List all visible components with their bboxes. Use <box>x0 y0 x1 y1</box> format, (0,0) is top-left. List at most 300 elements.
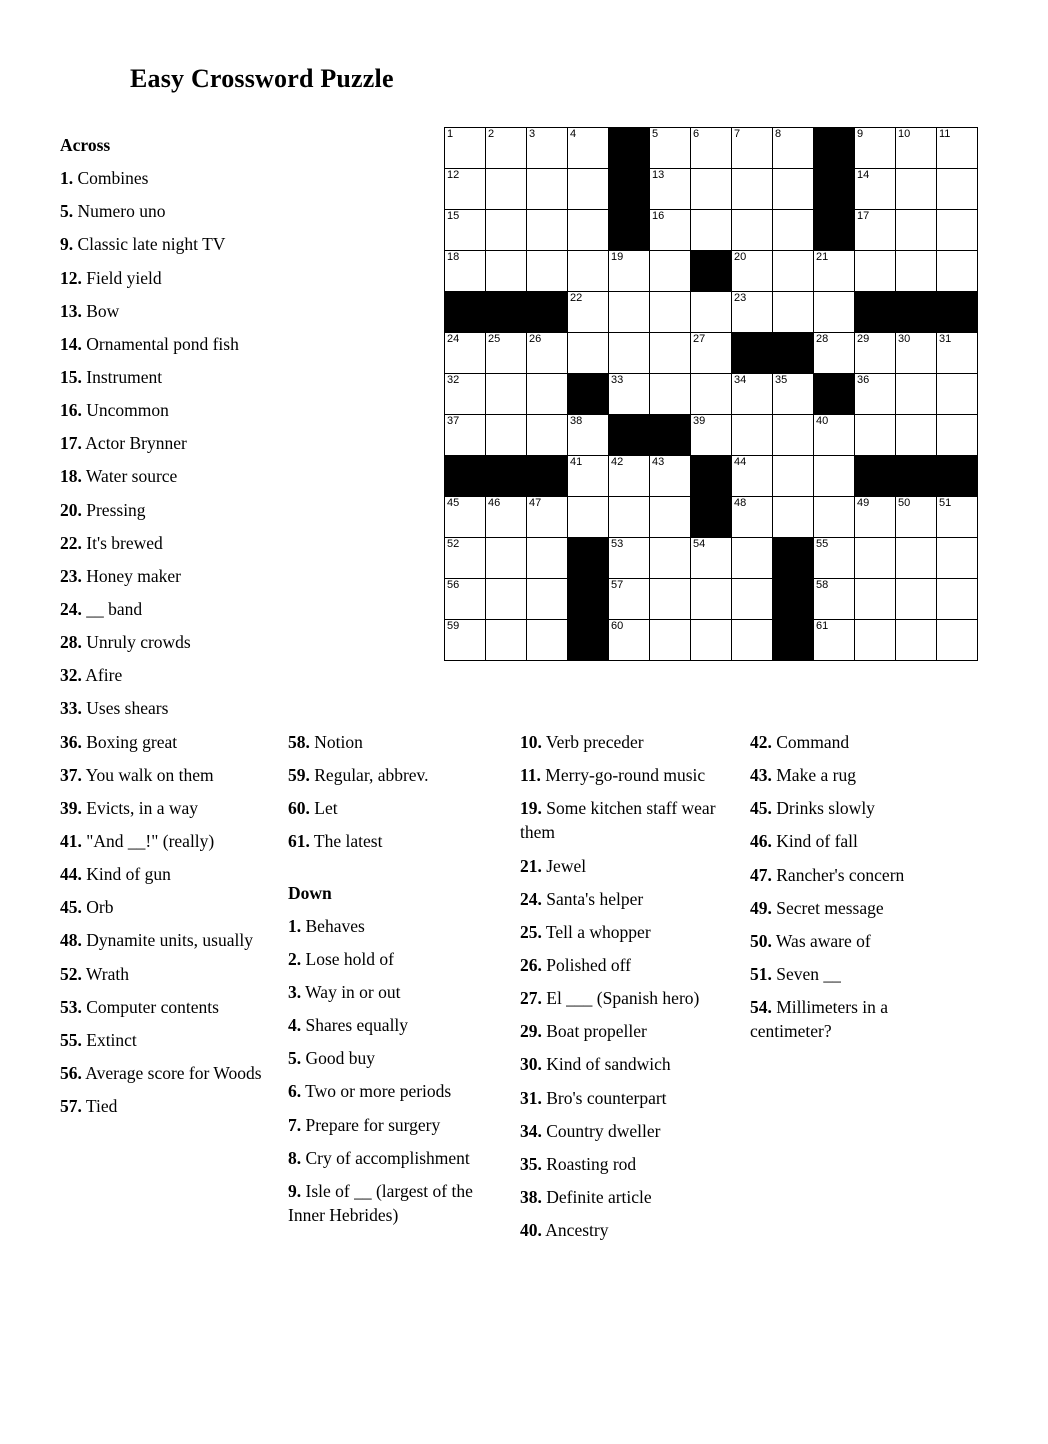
grid-cell[interactable] <box>896 128 937 169</box>
grid-cell[interactable] <box>855 415 896 456</box>
across-clue <box>60 431 275 455</box>
across-clue-text: Boxing great <box>81 731 178 752</box>
grid-cell[interactable] <box>937 333 978 374</box>
grid-cell-block <box>527 456 568 497</box>
down-clue-number: 31. <box>520 1087 542 1108</box>
grid-cell[interactable] <box>527 497 568 538</box>
grid-cell[interactable] <box>609 333 650 374</box>
grid-cell[interactable] <box>486 210 527 251</box>
across-clue-number: 41. <box>60 830 82 851</box>
grid-cell[interactable] <box>814 415 855 456</box>
grid-cell-block <box>445 456 486 497</box>
grid-cell-number: 44 <box>734 456 747 468</box>
grid-cell[interactable] <box>527 333 568 374</box>
down-clue <box>288 914 493 938</box>
across-clue-text: Dynamite units, usually <box>81 930 253 951</box>
across-clue-text: Field yield <box>81 267 162 288</box>
down-clue-number: 10. <box>520 732 542 752</box>
across-clue-number: 5. <box>60 201 74 222</box>
across-clue-text: You walk on them <box>81 764 214 785</box>
grid-cell[interactable] <box>937 210 978 251</box>
grid-cell[interactable] <box>527 415 568 456</box>
grid-cell[interactable] <box>855 374 896 415</box>
grid-cell-number: 17 <box>857 210 870 222</box>
grid-cell-block <box>445 292 486 333</box>
grid-cell[interactable] <box>650 579 691 620</box>
grid-cell[interactable] <box>568 128 609 169</box>
grid-cell[interactable] <box>937 415 978 456</box>
down-clue-text: Rancher's concern <box>771 864 905 885</box>
crossword-grid[interactable] <box>444 127 978 661</box>
across-clue-text: Tied <box>81 1096 118 1117</box>
grid-cell[interactable] <box>773 210 814 251</box>
down-clue <box>750 829 965 853</box>
grid-cell-number: 56 <box>447 579 460 591</box>
across-clue-number: 18. <box>60 466 82 487</box>
grid-cell[interactable] <box>896 497 937 538</box>
grid-cell[interactable] <box>568 210 609 251</box>
grid-cell[interactable] <box>691 415 732 456</box>
grid-cell[interactable] <box>937 538 978 579</box>
grid-row <box>445 579 978 620</box>
across-heading: Across <box>60 135 111 155</box>
grid-cell[interactable] <box>691 620 732 661</box>
grid-cell[interactable] <box>568 169 609 210</box>
down-clue-text: Kind of fall <box>771 831 858 852</box>
grid-cell[interactable] <box>650 497 691 538</box>
down-clue-text: Verb preceder <box>541 732 644 752</box>
grid-cell[interactable] <box>937 374 978 415</box>
across-clue-text: Combines <box>73 168 149 189</box>
grid-cell-number: 37 <box>447 415 460 427</box>
grid-cell-block <box>814 374 855 415</box>
down-clue-text: Santa's helper <box>541 888 644 909</box>
grid-cell[interactable] <box>732 251 773 292</box>
grid-cell[interactable] <box>691 579 732 620</box>
grid-cell[interactable] <box>896 579 937 620</box>
grid-cell[interactable] <box>691 128 732 169</box>
grid-cell-number: 45 <box>447 497 460 509</box>
grid-cell[interactable] <box>568 292 609 333</box>
grid-cell[interactable] <box>773 497 814 538</box>
grid-cell[interactable] <box>773 128 814 169</box>
grid-cell[interactable] <box>937 620 978 661</box>
grid-cell-number: 53 <box>611 538 624 550</box>
down-clue-text: Merry-go-round music <box>540 765 706 786</box>
grid-cell[interactable] <box>732 538 773 579</box>
grid-cell[interactable] <box>773 292 814 333</box>
across-clue-number: 55. <box>60 1029 82 1050</box>
across-clue <box>60 232 275 256</box>
grid-cell-number: 14 <box>857 169 870 181</box>
grid-cell[interactable] <box>527 251 568 292</box>
grid-cell-number: 31 <box>939 333 952 345</box>
grid-cell[interactable] <box>527 128 568 169</box>
across-clue-number: 24. <box>60 598 82 619</box>
clue-column-4 <box>750 730 965 1052</box>
down-clue-text: Isle of __ (largest of the Inner Hebrides) <box>288 1180 473 1225</box>
grid-cell[interactable] <box>568 415 609 456</box>
down-clue-number: 47. <box>750 864 772 885</box>
grid-row <box>445 620 978 661</box>
down-clue-number: 29. <box>520 1021 542 1042</box>
down-clue-text: Seven __ <box>771 963 841 984</box>
grid-cell[interactable] <box>609 292 650 333</box>
grid-row <box>445 251 978 292</box>
down-clue-text: Country dweller <box>541 1120 661 1141</box>
grid-cell[interactable] <box>486 374 527 415</box>
down-clue <box>750 863 965 887</box>
grid-cell[interactable] <box>568 456 609 497</box>
across-clue <box>60 464 275 488</box>
grid-cell[interactable] <box>650 333 691 374</box>
grid-cell[interactable] <box>855 251 896 292</box>
grid-cell[interactable] <box>773 374 814 415</box>
across-clue <box>60 862 275 886</box>
grid-cell-number: 36 <box>857 374 870 386</box>
grid-cell[interactable] <box>445 169 486 210</box>
grid-cell[interactable] <box>527 579 568 620</box>
grid-cell-number: 15 <box>447 210 460 222</box>
grid-cell-number: 34 <box>734 374 747 386</box>
grid-cell[interactable] <box>732 579 773 620</box>
grid-cell[interactable] <box>527 210 568 251</box>
grid-cell[interactable] <box>691 333 732 374</box>
grid-cell[interactable] <box>732 620 773 661</box>
grid-cell[interactable] <box>896 374 937 415</box>
across-clue <box>60 696 275 720</box>
across-clue-text: Average score for Woods <box>81 1062 262 1083</box>
across-clue <box>60 895 275 919</box>
across-clue-text: Extinct <box>81 1029 137 1050</box>
grid-cell-number: 25 <box>488 333 501 345</box>
column-spacer <box>288 863 493 881</box>
grid-cell[interactable] <box>732 456 773 497</box>
grid-cell[interactable] <box>609 251 650 292</box>
grid-cell-number: 8 <box>775 128 782 140</box>
grid-row <box>445 333 978 374</box>
grid-cell[interactable] <box>445 415 486 456</box>
grid-cell[interactable] <box>650 210 691 251</box>
across-clue-text: Bow <box>81 300 120 321</box>
grid-cell-block <box>773 579 814 620</box>
grid-cell[interactable] <box>650 251 691 292</box>
grid-cell[interactable] <box>609 374 650 415</box>
across-clue <box>60 332 275 356</box>
down-clue <box>520 1152 735 1176</box>
grid-cell-block <box>609 128 650 169</box>
grid-cell-number: 26 <box>529 333 542 345</box>
down-clue <box>520 1218 735 1242</box>
across-clue-text: Classic late night TV <box>73 234 226 255</box>
across-clue-number: 61. <box>288 831 310 852</box>
grid-cell-number: 6 <box>693 128 700 140</box>
grid-cell[interactable] <box>814 333 855 374</box>
grid-cell[interactable] <box>527 169 568 210</box>
grid-cell[interactable] <box>732 128 773 169</box>
grid-cell[interactable] <box>814 497 855 538</box>
across-clue-number: 56. <box>60 1062 82 1083</box>
grid-cell[interactable] <box>773 415 814 456</box>
grid-cell-block <box>896 292 937 333</box>
grid-row <box>445 292 978 333</box>
across-clue-number: 33. <box>60 698 82 719</box>
down-clue-text: Definite article <box>541 1186 652 1207</box>
grid-cell[interactable] <box>814 579 855 620</box>
grid-cell-number: 52 <box>447 538 460 550</box>
down-clue-number: 42. <box>750 732 772 752</box>
across-clue-text: Uncommon <box>81 400 169 421</box>
across-clue-number: 12. <box>60 267 82 288</box>
grid-cell[interactable] <box>773 169 814 210</box>
down-clue <box>520 763 735 787</box>
grid-cell-number: 59 <box>447 620 460 632</box>
grid-cell[interactable] <box>568 497 609 538</box>
grid-cell[interactable] <box>609 538 650 579</box>
grid-cell[interactable] <box>691 210 732 251</box>
grid-cell[interactable] <box>445 374 486 415</box>
grid-cell[interactable] <box>445 210 486 251</box>
grid-cell[interactable] <box>445 579 486 620</box>
across-clue <box>60 663 275 687</box>
grid-cell[interactable] <box>896 620 937 661</box>
grid-cell-number: 61 <box>816 620 829 632</box>
grid-cell[interactable] <box>650 620 691 661</box>
grid-cell-number: 30 <box>898 333 911 345</box>
grid-cell[interactable] <box>773 456 814 497</box>
grid-cell-number: 49 <box>857 497 870 509</box>
grid-cell[interactable] <box>896 210 937 251</box>
grid-cell[interactable] <box>650 169 691 210</box>
across-clue-number: 58. <box>288 732 310 752</box>
grid-cell[interactable] <box>896 415 937 456</box>
down-clue-number: 24. <box>520 888 542 909</box>
grid-cell[interactable] <box>732 497 773 538</box>
crossword-grid-table[interactable] <box>444 127 978 661</box>
grid-cell[interactable] <box>527 374 568 415</box>
grid-cell[interactable] <box>609 579 650 620</box>
grid-cell[interactable] <box>486 579 527 620</box>
down-clue-number: 51. <box>750 963 772 984</box>
down-clue-list-part2 <box>520 730 735 1242</box>
down-clue-number: 34. <box>520 1120 542 1141</box>
down-clue-text: Good buy <box>301 1048 376 1069</box>
grid-cell[interactable] <box>814 292 855 333</box>
across-clue-text: Numero uno <box>73 201 166 222</box>
grid-cell[interactable] <box>445 251 486 292</box>
grid-cell-block <box>773 620 814 661</box>
grid-cell[interactable] <box>486 333 527 374</box>
clue-column-1 <box>60 133 275 1127</box>
grid-cell[interactable] <box>650 292 691 333</box>
grid-cell[interactable] <box>937 128 978 169</box>
grid-cell[interactable] <box>445 128 486 169</box>
grid-cell-number: 1 <box>447 128 454 140</box>
grid-cell[interactable] <box>486 415 527 456</box>
down-clue-number: 2. <box>288 948 302 969</box>
across-clue-number: 59. <box>288 765 310 786</box>
grid-cell[interactable] <box>609 620 650 661</box>
grid-cell[interactable] <box>609 497 650 538</box>
grid-cell[interactable] <box>445 538 486 579</box>
across-clue-text: Actor Brynner <box>81 433 187 454</box>
down-clue-number: 4. <box>288 1015 302 1036</box>
down-clue-text: Way in or out <box>301 981 401 1002</box>
grid-cell[interactable] <box>691 169 732 210</box>
down-clue-number: 40. <box>520 1220 542 1241</box>
grid-cell[interactable] <box>937 579 978 620</box>
down-clue <box>520 854 735 878</box>
across-clue <box>60 763 275 787</box>
grid-cell-block <box>568 538 609 579</box>
grid-cell[interactable] <box>814 456 855 497</box>
grid-cell-number: 24 <box>447 333 460 345</box>
grid-cell[interactable] <box>527 620 568 661</box>
grid-cell[interactable] <box>937 497 978 538</box>
grid-cell-number: 60 <box>611 620 624 632</box>
grid-cell-block <box>814 169 855 210</box>
across-clue <box>60 730 275 754</box>
grid-cell[interactable] <box>855 169 896 210</box>
grid-cell[interactable] <box>486 497 527 538</box>
grid-cell-number: 27 <box>693 333 706 345</box>
grid-cell[interactable] <box>445 333 486 374</box>
grid-cell[interactable] <box>732 292 773 333</box>
grid-cell[interactable] <box>527 538 568 579</box>
across-clue <box>288 763 493 787</box>
down-clue <box>750 896 965 920</box>
across-clue <box>60 1028 275 1052</box>
across-clue-number: 48. <box>60 930 82 951</box>
down-clue <box>520 730 735 754</box>
grid-cell[interactable] <box>732 169 773 210</box>
grid-cell-number: 48 <box>734 497 747 509</box>
grid-cell[interactable] <box>814 538 855 579</box>
grid-cell[interactable] <box>445 497 486 538</box>
grid-cell-number: 47 <box>529 497 542 509</box>
grid-cell-block <box>568 620 609 661</box>
grid-cell[interactable] <box>937 251 978 292</box>
across-clue-text: Wrath <box>81 963 129 984</box>
grid-cell-block <box>527 292 568 333</box>
grid-cell[interactable] <box>486 251 527 292</box>
grid-cell[interactable] <box>691 374 732 415</box>
grid-cell-number: 19 <box>611 251 624 263</box>
down-clue-text: Millimeters in a centimeter? <box>750 997 889 1042</box>
grid-cell[interactable] <box>855 579 896 620</box>
grid-cell[interactable] <box>855 620 896 661</box>
grid-cell[interactable] <box>691 292 732 333</box>
grid-cell[interactable] <box>568 251 609 292</box>
down-clue <box>750 796 965 820</box>
across-clue-text: Instrument <box>81 366 163 387</box>
grid-cell-number: 57 <box>611 579 624 591</box>
grid-cell-block <box>855 456 896 497</box>
down-clue-number: 9. <box>288 1180 302 1201</box>
grid-cell[interactable] <box>773 251 814 292</box>
grid-cell[interactable] <box>896 169 937 210</box>
grid-cell[interactable] <box>855 210 896 251</box>
grid-cell[interactable] <box>855 497 896 538</box>
grid-cell[interactable] <box>650 128 691 169</box>
grid-cell-block <box>937 456 978 497</box>
grid-cell[interactable] <box>486 128 527 169</box>
grid-cell[interactable] <box>691 538 732 579</box>
grid-cell[interactable] <box>937 169 978 210</box>
across-clue <box>60 962 275 986</box>
grid-cell[interactable] <box>732 415 773 456</box>
across-clue-list-part1 <box>60 166 275 1118</box>
down-clue-number: 7. <box>288 1114 302 1135</box>
down-clue-number: 11. <box>520 765 541 786</box>
across-clue-number: 37. <box>60 764 82 785</box>
grid-cell-number: 9 <box>857 128 864 140</box>
across-clue-text: Regular, abbrev. <box>309 765 429 786</box>
across-clue-text: "And __!" (really) <box>81 830 215 851</box>
down-clue-text: Bro's counterpart <box>541 1087 667 1108</box>
grid-cell[interactable] <box>732 210 773 251</box>
down-clue-number: 25. <box>520 921 542 942</box>
grid-row <box>445 456 978 497</box>
grid-cell[interactable] <box>609 456 650 497</box>
grid-cell[interactable] <box>486 538 527 579</box>
down-clue-number: 21. <box>520 855 542 876</box>
down-clue <box>750 763 965 787</box>
grid-cell[interactable] <box>814 620 855 661</box>
grid-cell-block <box>486 456 527 497</box>
grid-cell[interactable] <box>814 251 855 292</box>
down-clue-list-part1 <box>288 914 493 1227</box>
grid-cell[interactable] <box>568 333 609 374</box>
grid-cell-number: 4 <box>570 128 577 140</box>
across-clue-number: 9. <box>60 234 74 255</box>
grid-cell[interactable] <box>896 538 937 579</box>
grid-cell[interactable] <box>650 538 691 579</box>
grid-cell[interactable] <box>896 333 937 374</box>
grid-cell-number: 58 <box>816 579 829 591</box>
down-clue <box>520 1119 735 1143</box>
grid-cell[interactable] <box>486 169 527 210</box>
grid-cell[interactable] <box>486 620 527 661</box>
across-clue-text: The latest <box>309 831 383 852</box>
grid-cell[interactable] <box>855 128 896 169</box>
grid-row <box>445 374 978 415</box>
across-clue-text: Uses shears <box>81 698 169 719</box>
grid-cell-number: 7 <box>734 128 741 140</box>
grid-cell[interactable] <box>445 620 486 661</box>
across-clue <box>60 928 275 952</box>
grid-cell[interactable] <box>650 374 691 415</box>
across-clue-number: 22. <box>60 532 82 553</box>
grid-cell-number: 28 <box>816 333 829 345</box>
down-clue-number: 38. <box>520 1186 542 1207</box>
across-clue-list-part2 <box>288 730 493 854</box>
across-clue-number: 44. <box>60 864 82 885</box>
grid-cell[interactable] <box>896 251 937 292</box>
grid-cell[interactable] <box>855 538 896 579</box>
grid-cell[interactable] <box>855 333 896 374</box>
grid-cell-number: 5 <box>652 128 659 140</box>
down-clue-number: 19. <box>520 798 542 819</box>
down-clue-number: 35. <box>520 1153 542 1174</box>
grid-cell[interactable] <box>650 456 691 497</box>
across-clue-text: Ornamental pond fish <box>81 333 239 354</box>
grid-cell-number: 32 <box>447 374 460 386</box>
grid-row <box>445 210 978 251</box>
grid-cell-block <box>773 538 814 579</box>
down-clue-number: 30. <box>520 1054 542 1075</box>
grid-cell[interactable] <box>732 374 773 415</box>
